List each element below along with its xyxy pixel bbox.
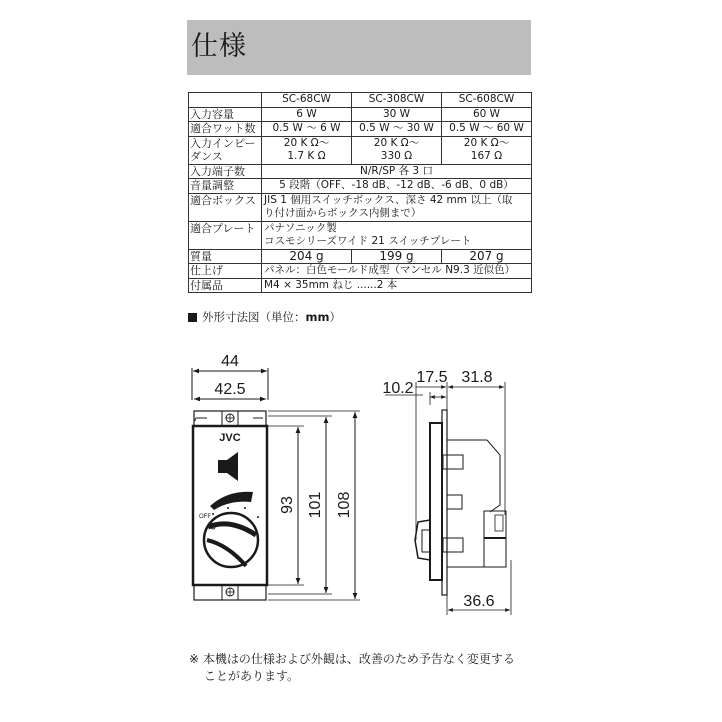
header-cell-model: SC-608CW — [442, 93, 532, 108]
row-label-line: 入力インピー — [190, 136, 256, 150]
section-title-unit: mm — [305, 310, 330, 324]
table-cell: 207 g — [442, 249, 532, 264]
cell-line: 1.7 K Ω — [287, 150, 326, 162]
row-label-line: ダンス — [190, 150, 223, 163]
cell-line: 20 K Ω〜 — [463, 136, 510, 149]
table-cell: N/R/SP 各 3 口 — [262, 164, 532, 179]
jvc-logo: JVC — [219, 432, 241, 444]
row-label: 質量 — [189, 249, 262, 264]
footnote-line: ※ 本機はの仕様および外観は、改善のため予告なく変更する — [189, 652, 515, 666]
dim-depth-31-8: 31.8 — [461, 369, 493, 386]
dim-height-93: 93 — [279, 496, 296, 514]
row-label: 仕上げ — [189, 264, 262, 279]
row-label: 適合ボックス — [189, 193, 262, 221]
cell-line: パナソニック製 — [264, 221, 337, 234]
row-label: 適合ワット数 — [189, 122, 262, 137]
volume-knob-icon — [204, 513, 258, 567]
row-label: 付属品 — [189, 278, 262, 293]
cell-line: 20 K Ω〜 — [373, 136, 420, 149]
table-cell: 199 g — [352, 249, 442, 264]
off-label: OFF — [199, 514, 211, 520]
table-cell: 0.5 W 〜 30 W — [352, 122, 442, 137]
section-title-suffix: ） — [329, 310, 341, 324]
row-label: 音量調整 — [189, 179, 262, 194]
page-title: 仕様 — [191, 31, 247, 62]
dim-width-44: 44 — [221, 353, 239, 370]
cell-line: コスモシリーズワイド 21 スイッチプレート — [264, 235, 472, 247]
dim-height-108: 108 — [336, 491, 353, 519]
dim-depth-17-5: 17.5 — [416, 369, 448, 386]
cell-line: 167 Ω — [470, 150, 503, 162]
dim-height-101: 101 — [307, 491, 324, 519]
table-cell: 5 段階（OFF、-18 dB、-12 dB、-6 dB、0 dB） — [262, 179, 532, 194]
table-cell: 204 g — [262, 249, 352, 264]
dim-depth-10-2: 10.2 — [382, 380, 414, 397]
volume-level-arc-icon — [210, 492, 253, 510]
side-view — [385, 382, 511, 615]
speaker-icon — [218, 452, 238, 481]
row-label: 適合プレート — [189, 221, 262, 249]
footnote-line: ことがあります。 — [204, 669, 300, 683]
table-cell: 0.5 W 〜 6 W — [262, 122, 352, 137]
cell-line: 330 Ω — [380, 150, 413, 162]
header-cell-model: SC-308CW — [352, 93, 442, 108]
table-cell: 0.5 W 〜 60 W — [442, 122, 532, 137]
table-cell: 60 W — [442, 107, 532, 122]
section-title-text: 外形寸法図（単位： — [202, 310, 306, 324]
dim-width-42-5: 42.5 — [214, 381, 246, 398]
header-cell-model: SC-68CW — [262, 93, 352, 108]
cell-line: り付け面からボックス内側まで） — [264, 207, 422, 219]
table-cell: 6 W — [262, 107, 352, 122]
table-cell: パネル：白色モールド成型（マンセル N9.3 近似色） — [262, 264, 532, 279]
table-cell: 30 W — [352, 107, 442, 122]
row-label: 入力容量 — [189, 107, 262, 122]
cell-line: JIS 1 個用スイッチボックス、深さ 42 mm 以上（取 — [264, 193, 513, 206]
footnote — [189, 651, 515, 685]
table-cell: M4 × 35mm ねじ ......2 本 — [262, 278, 532, 293]
cell-line: 20 K Ω〜 — [283, 136, 330, 149]
dim-depth-36-6: 36.6 — [463, 593, 495, 610]
row-label: 入力端子数 — [189, 164, 262, 179]
front-view — [192, 368, 360, 600]
